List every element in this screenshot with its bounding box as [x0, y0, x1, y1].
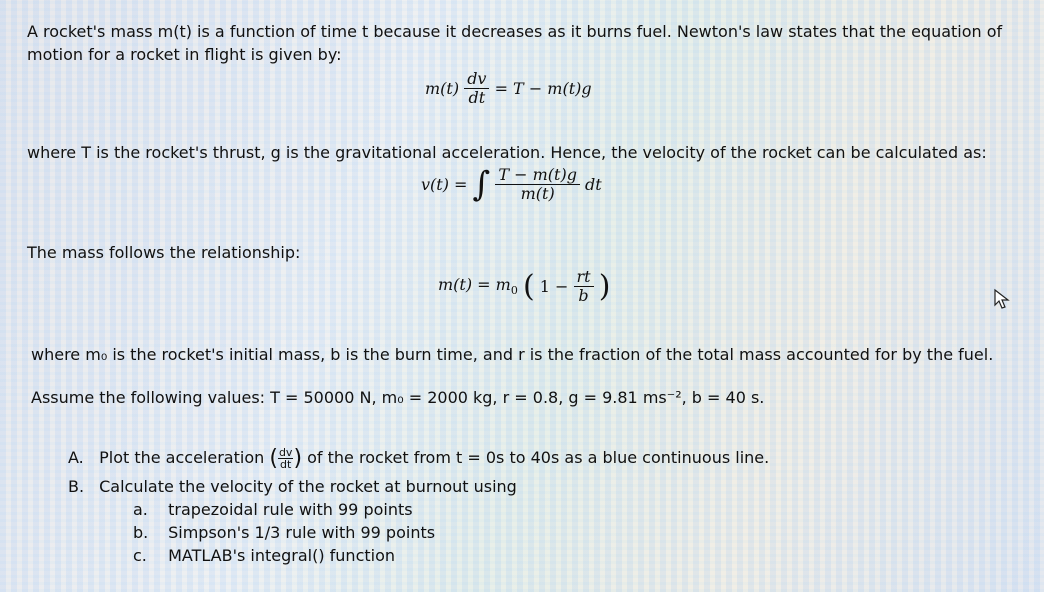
eq1-rhs: = T − m(t)g — [494, 79, 592, 98]
subtask-b-text: Simpson's 1/3 rule with 99 points — [168, 523, 436, 542]
eq3-close-paren: ) — [598, 269, 611, 304]
intro-line-2: motion for a rocket in flight is given by: — [27, 45, 342, 64]
task-a-open-paren: ( — [269, 446, 278, 471]
eq3-subscript: 0 — [510, 284, 518, 298]
subtask-a-marker: a. — [133, 500, 148, 519]
task-a-pre: Plot the acceleration — [99, 448, 265, 467]
subtask-a-text: trapezoidal rule with 99 points — [168, 500, 413, 519]
eq2-lhs: v(t) = — [421, 175, 468, 194]
eq1-numerator: dv — [464, 70, 489, 89]
subtask-c-text: MATLAB's integral() function — [168, 546, 396, 565]
mouse-cursor-icon — [993, 288, 1013, 310]
eq3-fraction — [574, 268, 594, 305]
task-a — [68, 446, 769, 471]
eq3-one-minus: 1 − — [539, 277, 569, 296]
eq2-denominator: m(t) — [520, 184, 555, 203]
task-b-marker: B. — [68, 477, 85, 496]
eq1-lhs: m(t) — [425, 79, 460, 98]
eq3-denominator: b — [578, 286, 589, 305]
subtask-c — [133, 546, 395, 565]
equation-velocity — [421, 166, 602, 203]
eq3-open-paren: ( — [522, 269, 535, 304]
integral-sign-icon: ∫ — [472, 164, 491, 205]
task-b-text: Calculate the velocity of the rocket at burnout using — [99, 477, 517, 496]
task-a-close-paren: ) — [293, 446, 303, 471]
mass-relationship-text: The mass follows the relationship: — [27, 243, 301, 262]
task-a-marker: A. — [68, 448, 84, 467]
eq1-fraction — [464, 70, 489, 107]
eq3-lhs: m(t) = m — [438, 275, 511, 295]
task-a-post: of the rocket from t = 0s to 40s as a blue continuous line. — [307, 448, 770, 467]
eq2-fraction — [495, 166, 580, 203]
eq3-numerator: rt — [574, 268, 594, 287]
subtask-b-marker: b. — [133, 523, 149, 542]
task-a-denominator: dt — [280, 458, 292, 471]
where-thrust-text: where T is the rocket's thrust, g is the gravitational acceleration. Hence, the velocity of the rocket can be calculated as: — [27, 143, 987, 162]
where-mass-text: where m₀ is the rocket's initial mass, b is the burn time, and r is the fraction of the total mass accounted for by the fuel. — [31, 345, 994, 364]
assume-values-text: Assume the following values: T = 50000 N, m₀ = 2000 kg, r = 0.8, g = 9.81 ms⁻², b = 40 s. — [31, 388, 765, 407]
subtask-a — [133, 500, 413, 519]
subtask-c-marker: c. — [133, 546, 147, 565]
intro-line-1: A rocket's mass m(t) is a function of time t because it decreases as it burns fuel. Newton's law states that the equation of — [27, 22, 1003, 41]
task-b — [68, 477, 517, 496]
task-a-fraction — [278, 447, 294, 470]
equation-mass — [438, 268, 610, 305]
eq2-dt: dt — [585, 175, 602, 194]
eq1-denominator: dt — [468, 88, 486, 107]
eq2-numerator: T − m(t)g — [495, 166, 580, 185]
task-a-numerator: dv — [278, 446, 293, 459]
equation-newton — [425, 70, 592, 107]
subtask-b — [133, 523, 435, 542]
